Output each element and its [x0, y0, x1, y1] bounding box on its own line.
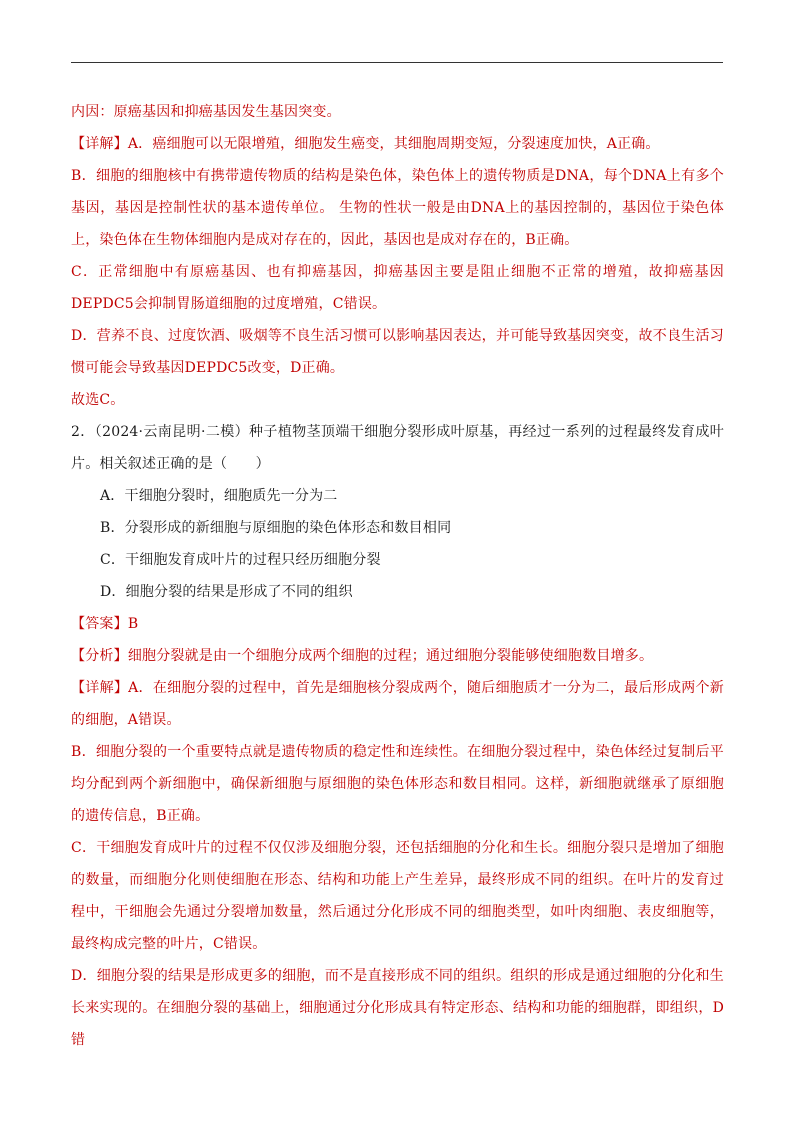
q2-detail-b: B．细胞分裂的一个重要特点就是遗传物质的稳定性和连续性。在细胞分裂过程中，染色体经过复制后平均分配到两个新细胞中，确保新细胞与原细胞的染色体形态和数目相同。这样，新细胞就继承了原细胞的遗传信息，B正确。 [71, 744, 724, 824]
header-rule [71, 62, 723, 63]
q2-detail-tag: 【详解】 [71, 680, 129, 696]
answer-tag: 【答案】 [71, 616, 128, 632]
q2-detail-c: C．干细胞发育成叶片的过程不仅仅涉及细胞分裂，还包括细胞的分化和生长。细胞分裂只是增加了细胞的数量，而细胞分化则使细胞在形态、结构和功能上产生差异，最终形成不同的组织。在叶片的发育过程中，干细胞会先通过分裂增加数量，然后通过分化形成不同的细胞类型，如叶肉细胞、表皮细胞等，最终构成完整的叶片，C错误。 [71, 840, 724, 952]
option-b: B．分裂形成的新细胞与原细胞的染色体形态和数目相同 [100, 520, 452, 536]
answer-line [71, 608, 724, 640]
detail-tag: 【详解】 [71, 136, 128, 152]
prev-choose: 故选C。 [71, 392, 125, 408]
question-2-stem: 2．（2024·云南昆明·二模）种子植物茎顶端干细胞分裂形成叶原基，再经过一系列的过程最终发育成叶片。相关叙述正确的是（ ） [71, 424, 724, 472]
q2-detail-d: D．细胞分裂的结果是形成更多的细胞，而不是直接形成不同的组织。组织的形成是通过细胞的分化和生长来实现的。在细胞分裂的基础上，细胞通过分化形成具有特定形态、结构和功能的细胞群，即组织，D错 [71, 968, 724, 1048]
answer-value: B [127, 616, 139, 632]
q2-detail-a-text: A．在细胞分裂的过程中，首先是细胞核分裂成两个，随后细胞质才一分为二，最后形成两个新的细胞，A错误。 [71, 680, 724, 728]
option-d: D．细胞分裂的结果是形成了不同的组织 [100, 584, 353, 600]
q2-detail-a [71, 672, 724, 736]
analysis-line [71, 640, 724, 672]
prev-detail-a [71, 128, 724, 160]
option-a: A．干细胞分裂时，细胞质先一分为二 [100, 488, 338, 504]
document-body [71, 96, 724, 1056]
prev-neiyin: 内因：原癌基因和抑癌基因发生基因突变。 [71, 104, 341, 120]
analysis-tag: 【分析】 [71, 648, 128, 664]
prev-detail-b: B．细胞的细胞核中有携带遗传物质的结构是染色体，染色体上的遗传物质是DNA，每个DNA上有多个基因，基因是控制性状的基本遗传单位。 生物的性状一般是由DNA上的基因控制的，基因位于染色体上，染色体在生物体细胞内是成对存在的，因此，基因也是成对存在的，B正确。 [71, 168, 724, 248]
prev-detail-a-text: A．癌细胞可以无限增殖，细胞发生癌变，其细胞周期变短，分裂速度加快，A正确。 [127, 136, 660, 152]
option-c: C．干细胞发育成叶片的过程只经历细胞分裂 [100, 552, 381, 568]
prev-detail-c: C．正常细胞中有原癌基因、也有抑癌基因，抑癌基因主要是阻止细胞不正常的增殖，故抑癌基因DEPDC5会抑制胃肠道细胞的过度增殖，C错误。 [71, 264, 724, 312]
prev-detail-d: D．营养不良、过度饮酒、吸烟等不良生活习惯可以影响基因表达，并可能导致基因突变，故不良生活习惯可能会导致基因DEPDC5改变，D正确。 [71, 328, 724, 376]
analysis-text: 细胞分裂就是由一个细胞分成两个细胞的过程；通过细胞分裂能够使细胞数目增多。 [127, 648, 654, 664]
